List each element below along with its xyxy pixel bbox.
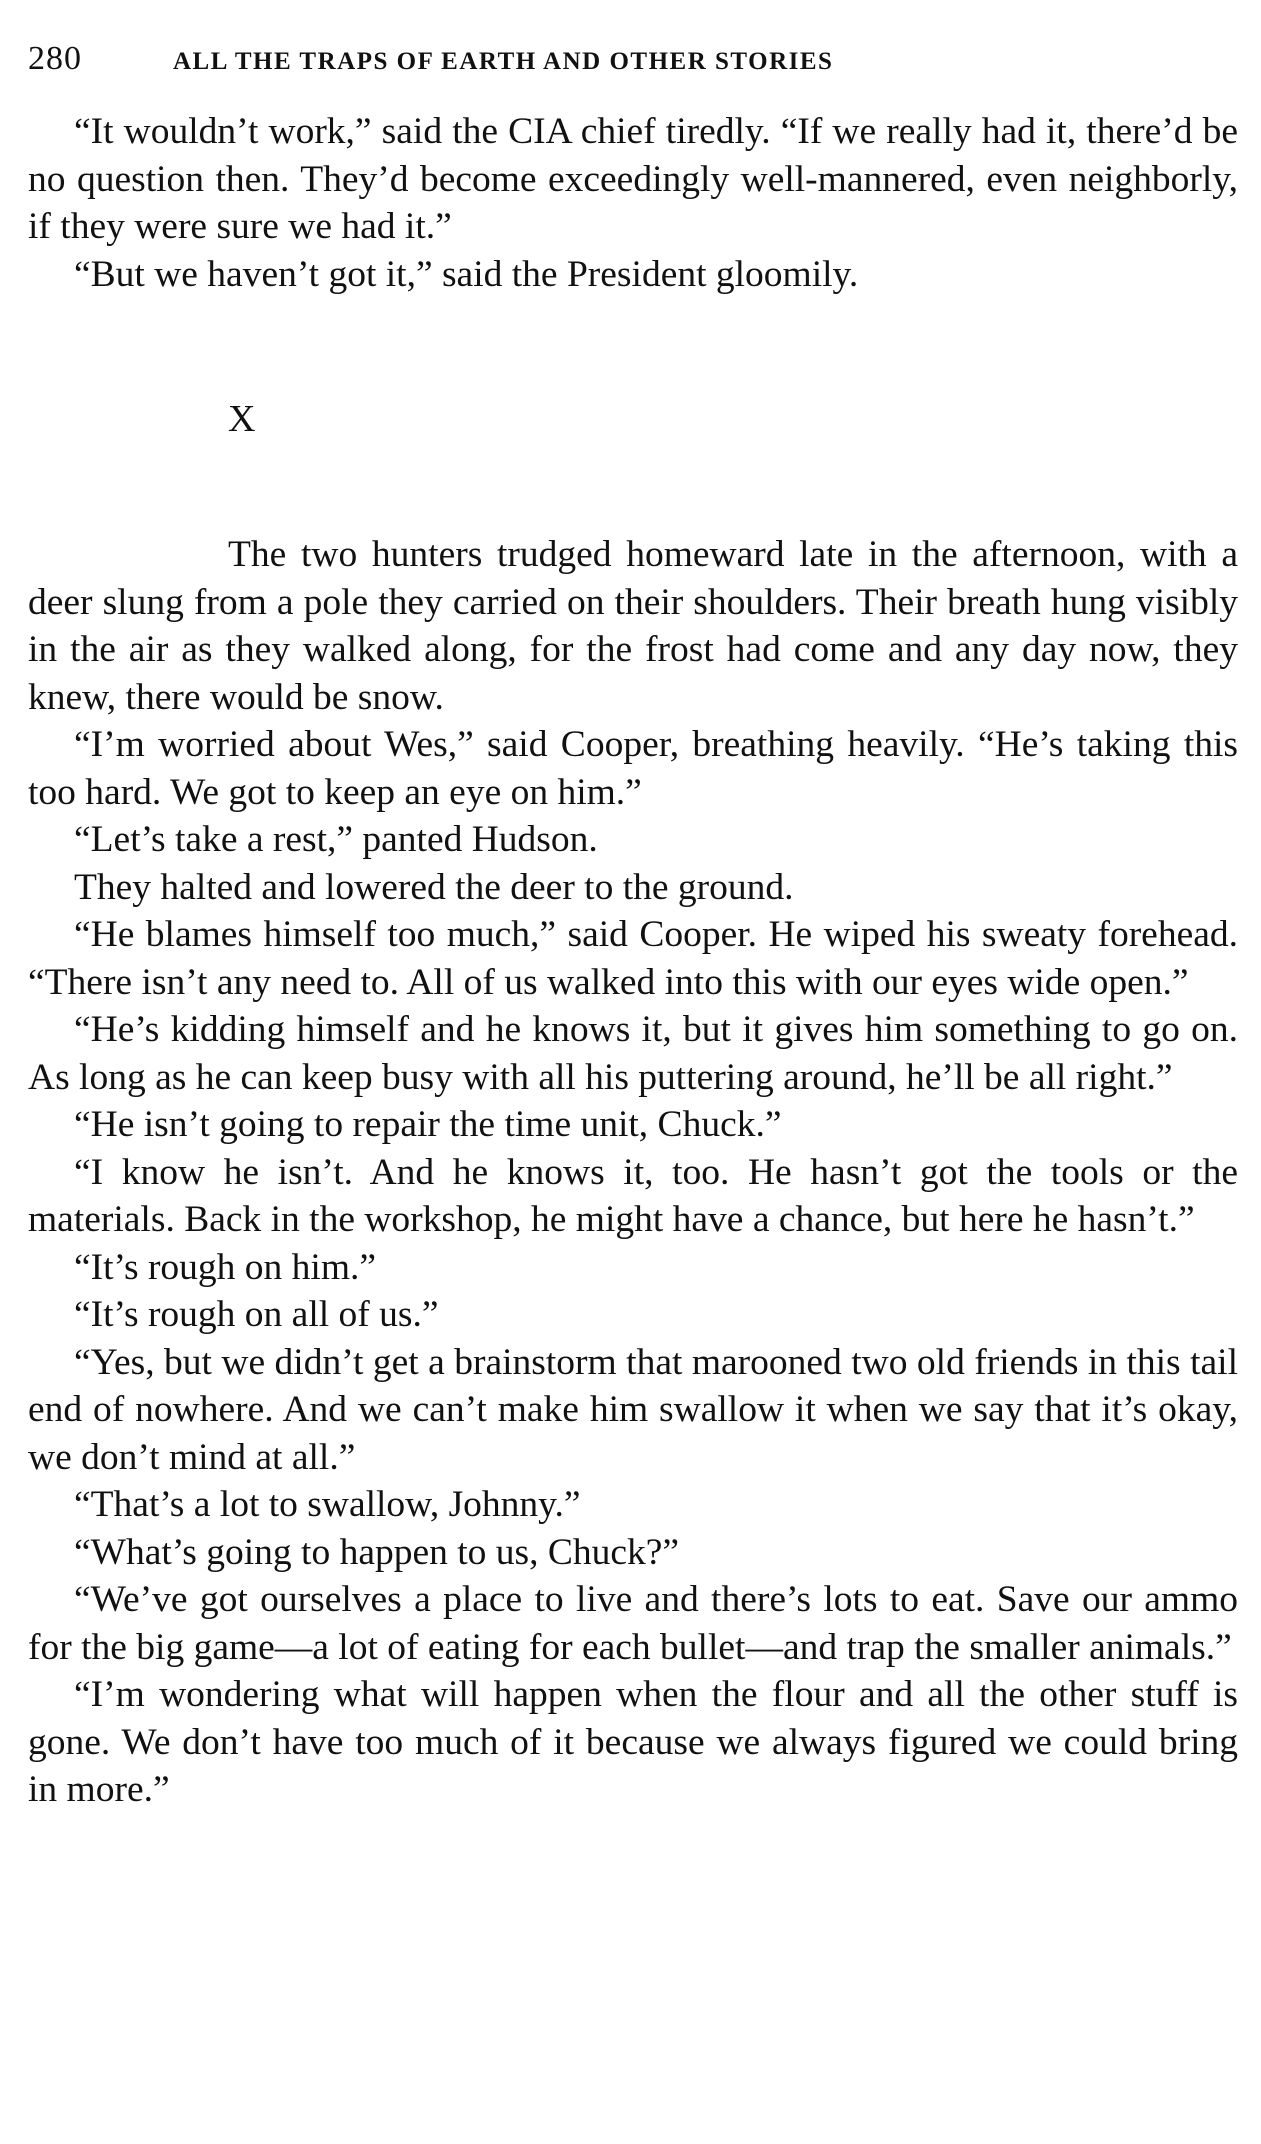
body-text [28, 108, 1238, 1814]
paragraph: “What’s going to happen to us, Chuck?” [74, 1531, 680, 1573]
paragraph: The two hunters trudged homeward late in the afternoon, with a deer slung from a pole they carried on their shoulders. Their breath hung visibly in the air as they walked along, for the frost had come and any day now, they knew, there would be snow. [28, 534, 1238, 718]
section-spacer [28, 443, 1238, 531]
section-heading: X [228, 398, 256, 440]
paragraph: “He isn’t going to repair the time unit, Chuck.” [74, 1104, 782, 1145]
paragraph: “He’s kidding himself and he knows it, but it gives him something to go on. As long as he can keep busy with all his puttering around, he’ll be all right.” [28, 1009, 1238, 1098]
paragraph: “It wouldn’t work,” said the CIA chief tiredly. “If we really had it, there’d be no question then. They’d become exceedingly well-mannered, even neighborly, if they were sure we had it.” [28, 111, 1238, 247]
paragraph: They halted and lowered the deer to the ground. [74, 866, 794, 908]
paragraph: “Yes, but we didn’t get a brainstorm that marooned two old friends in this tail end of nowhere. And we can’t make him swallow it when we say that it’s okay, we don’t mind at all.” [28, 1341, 1238, 1478]
paragraph: “Let’s take a rest,” panted Hudson. [74, 819, 598, 860]
paragraph: “It’s rough on all of us.” [74, 1294, 439, 1335]
page-number: 280 [28, 40, 82, 77]
paragraph: “We’ve got ourselves a place to live and there’s lots to eat. Save our ammo for the big game—a lot of eating for each bullet—and trap the smaller animals.” [28, 1579, 1238, 1668]
paragraph: “But we haven’t got it,” said the President gloomily. [74, 253, 859, 295]
page-header [28, 40, 1238, 90]
paragraph: “I’m worried about Wes,” said Cooper, breathing heavily. “He’s taking this too hard. We got to keep an eye on him.” [28, 724, 1238, 813]
paragraph: “I’m wondering what will happen when the flour and all the other stuff is gone. We don’t have too much of it because we always figured we could bring in more.” [28, 1674, 1238, 1810]
running-head: ALL THE TRAPS OF EARTH AND OTHER STORIES [173, 48, 834, 75]
book-page [28, 40, 1238, 1814]
paragraph: “That’s a lot to swallow, Johnny.” [74, 1484, 581, 1525]
paragraph: “It’s rough on him.” [74, 1246, 377, 1288]
paragraph: “I know he isn’t. And he knows it, too. He hasn’t got the tools or the materials. Back in the workshop, he might have a chance, but here he hasn’t.” [28, 1151, 1238, 1240]
paragraph: “He blames himself too much,” said Cooper. He wiped his sweaty forehead. “There isn’t any need to. All of us walked into this with our eyes wide open.” [28, 914, 1238, 1003]
